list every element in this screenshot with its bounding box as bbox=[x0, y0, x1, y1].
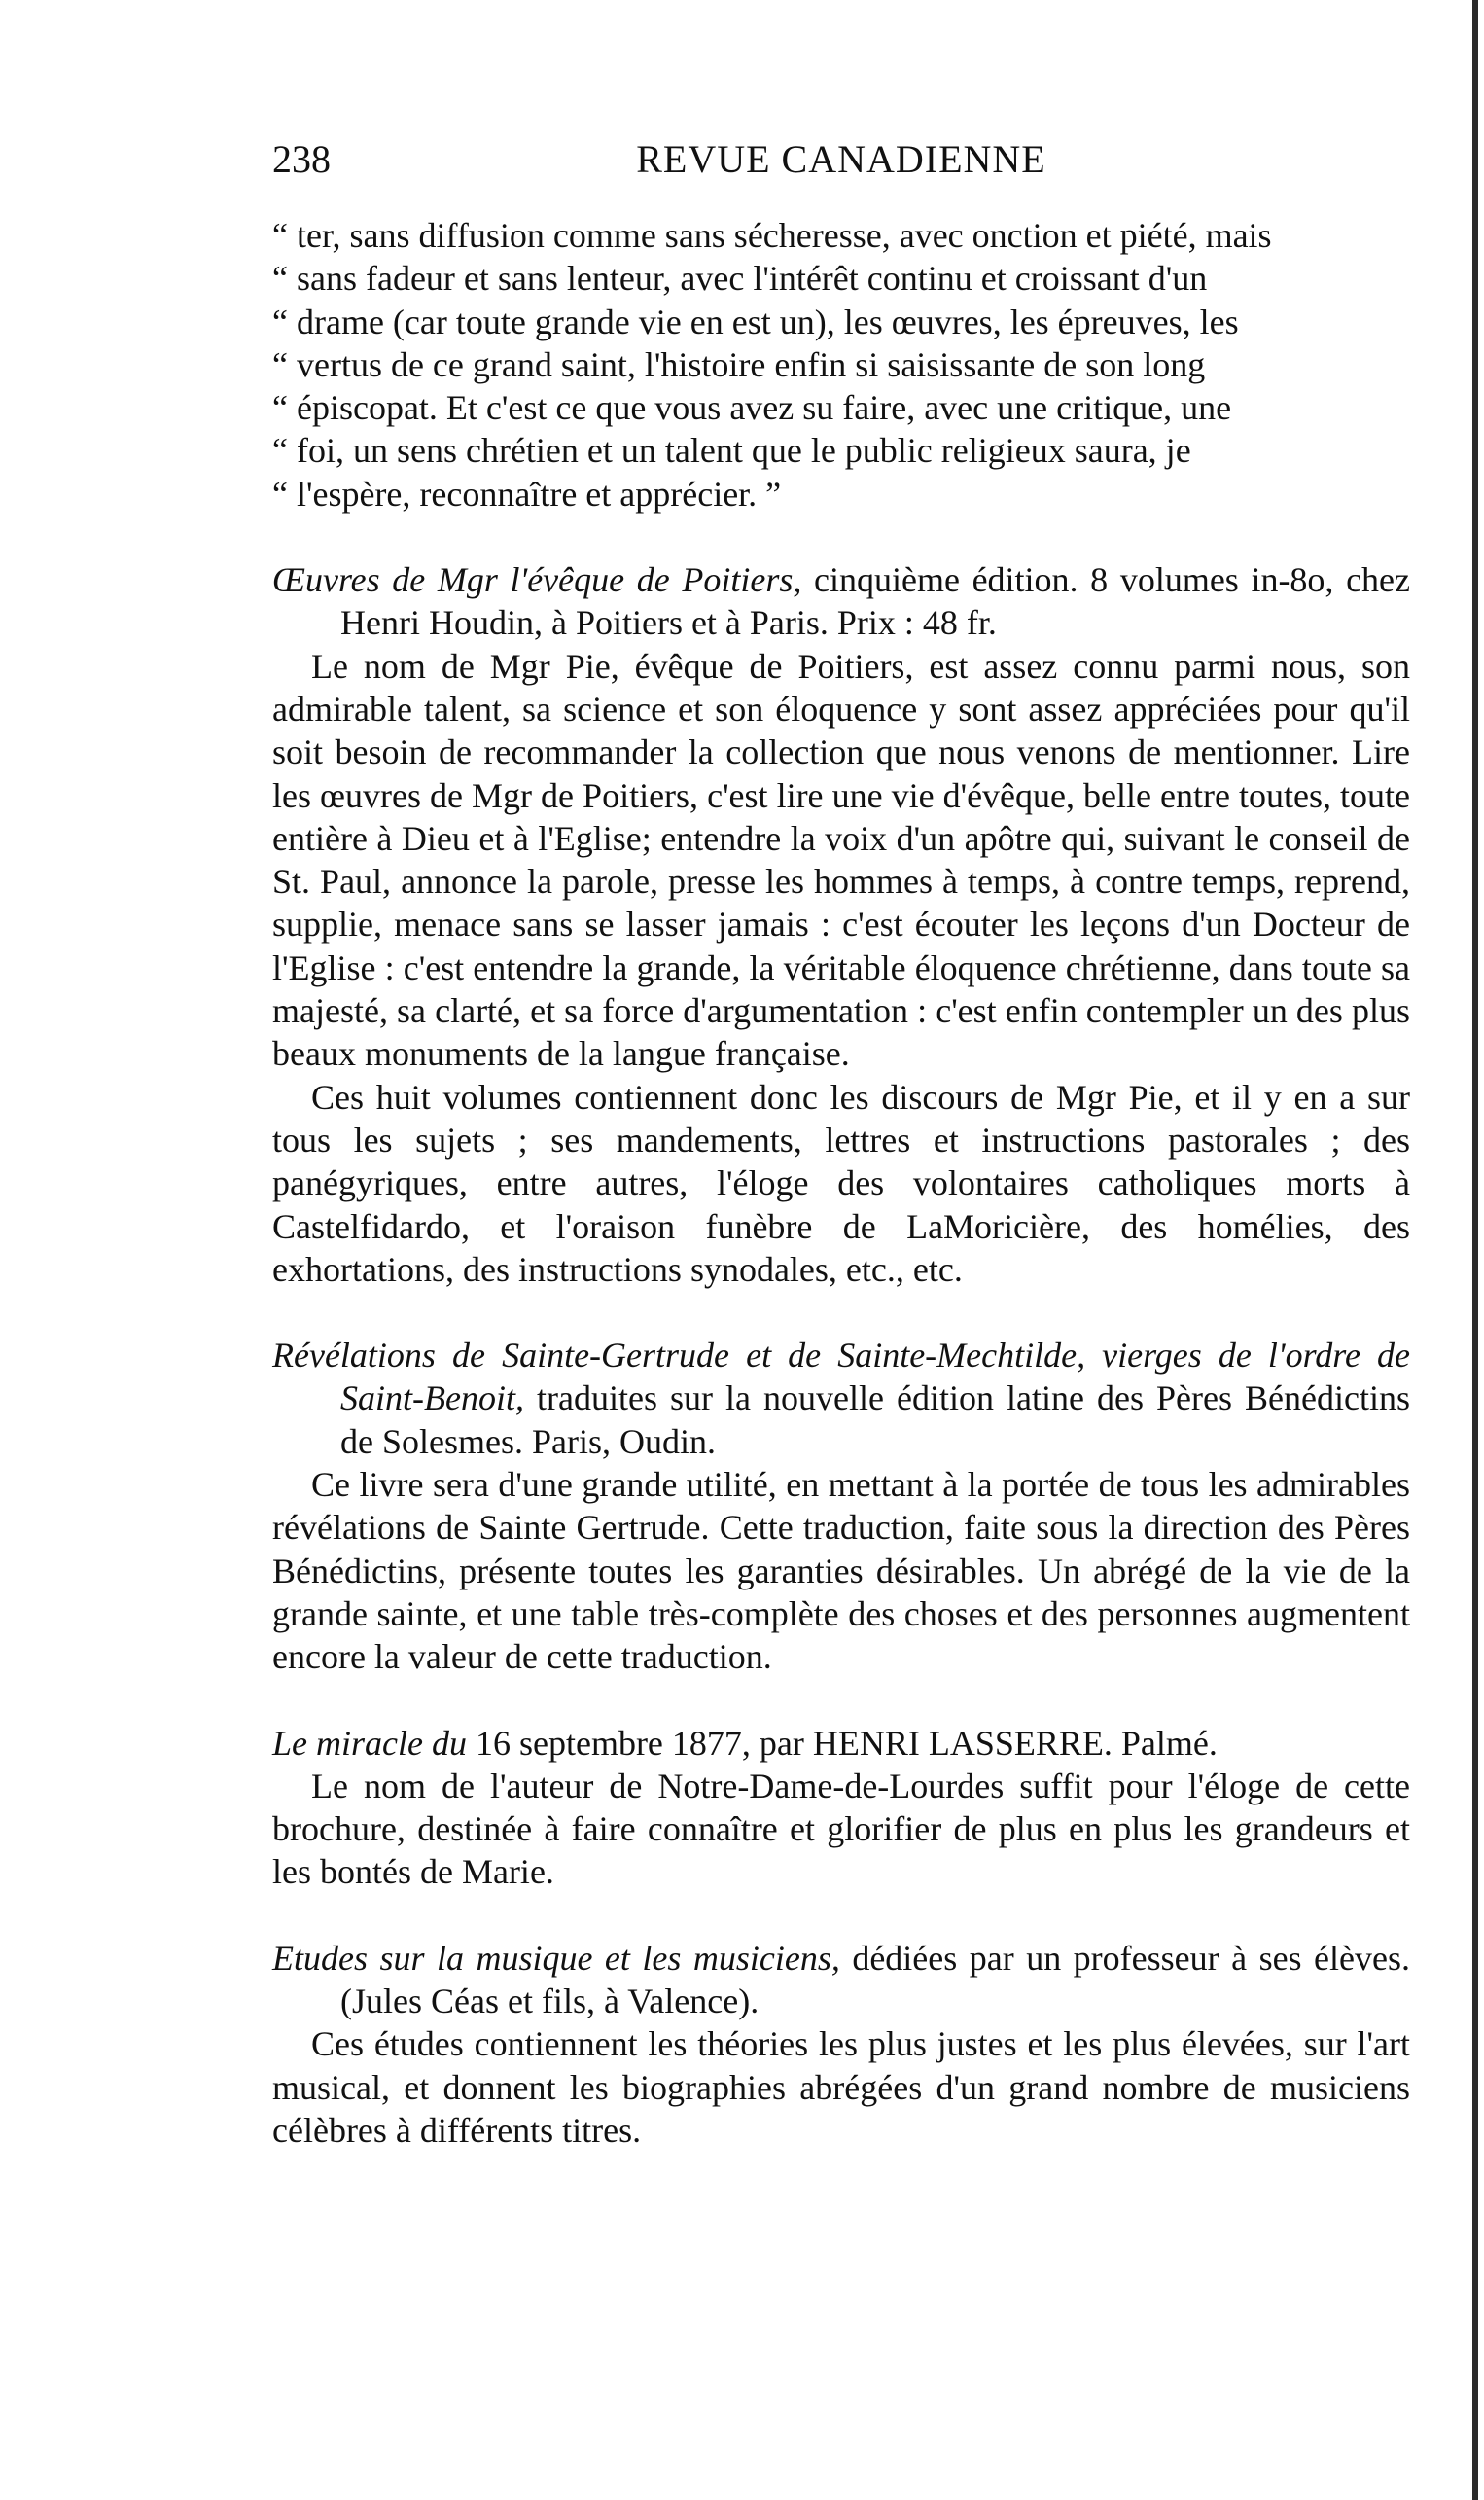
review-oeuvres-poitiers bbox=[272, 558, 1410, 1291]
review-paragraph: Ces huit volumes contiennent donc les discours de Mgr Pie, et il y en a sur tous les sujets ; ses mandements, lettres et instructions pastorales ; des panégyriques, entre autres, l'éloge des volontaires catholiques morts à Castelfidardo, et l'oraison funèbre de LaMoricière, des homélies, des exhortations, des instructions synodales, etc., etc. bbox=[272, 1077, 1410, 1289]
quote-line: “ l'espère, reconnaître et apprécier. ” bbox=[272, 474, 782, 514]
quote-line: “ ter, sans diffusion comme sans sécheresse, avec onction et piété, mais bbox=[272, 216, 1272, 255]
review-title bbox=[272, 558, 1410, 645]
quote-line: “ épiscopat. Et c'est ce que vous avez su faire, avec une critique, une bbox=[272, 388, 1232, 428]
page-edge-rule bbox=[1472, 0, 1478, 2500]
review-paragraph: Ces études contiennent les théories les plus justes et les plus élevées, sur l'art musical, et donnent les biographies abrégées d'un grand nombre de musiciens célèbres à différents titres. bbox=[272, 2024, 1410, 2150]
review-title-italic: Etudes sur la musique et les musiciens, bbox=[272, 1938, 840, 1978]
review-miracle-lasserre bbox=[272, 1722, 1410, 1894]
quote-line: “ vertus de ce grand saint, l'histoire enfin si saisissante de son long bbox=[272, 344, 1206, 384]
quote-line: “ sans fadeur et sans lenteur, avec l'intérêt continu et croissant d'un bbox=[272, 259, 1208, 299]
page-header bbox=[272, 136, 1410, 195]
review-title-italic: Œuvres de Mgr l'évêque de Poitiers, bbox=[272, 560, 802, 600]
review-title bbox=[272, 1722, 1410, 1765]
review-title-rest: cinquième édition. 8 volumes in-8o, chez Henri Houdin, à Poitiers et à Paris. Prix : 48 fr. bbox=[340, 560, 1411, 643]
review-paragraph: Ce livre sera d'une grande utilité, en mettant à la portée de tous les admirables révélations de Sainte Gertrude. Cette traduction, faite sous la direction des Pères Bénédictins, présente toutes les garanties désirables. Un abrégé de la vie de la grande sainte, et une table très-complète des choses et des personnes augmentent encore la valeur de cette traduction. bbox=[272, 1465, 1410, 1677]
review-title-italic: Révélations de Sainte-Gertrude et de Sainte-Mechtilde, vierges de l'ordre de Saint-Benoit, bbox=[272, 1336, 1410, 1418]
page-body bbox=[272, 214, 1410, 2152]
review-title-italic: Le miracle du bbox=[272, 1723, 467, 1763]
review-revelations-gertrude bbox=[272, 1334, 1410, 1678]
review-title-rest: dédiées par un professeur à ses élèves. (Jules Céas et fils, à Valence). bbox=[340, 1938, 1410, 2020]
quotation-block bbox=[272, 214, 1410, 516]
running-title: REVUE CANADIENNE bbox=[636, 137, 1046, 181]
review-title-rest: traduites sur la nouvelle édition latine des Pères Bénédictins de Solesmes. Paris, Oudin. bbox=[340, 1378, 1410, 1461]
review-etudes-musique bbox=[272, 1937, 1410, 2152]
review-paragraph: Le nom de l'auteur de Notre-Dame-de-Lourdes suffit pour l'éloge de cette brochure, destinée à faire connaître et glorifier de plus en plus les grandeurs et les bontés de Marie. bbox=[272, 1766, 1410, 1892]
review-title-rest: 16 septembre 1877, par HENRI LASSERRE. Palmé. bbox=[466, 1723, 1218, 1763]
quote-line: “ drame (car toute grande vie en est un), les œuvres, les épreuves, les bbox=[272, 302, 1239, 341]
review-title bbox=[272, 1334, 1410, 1463]
review-paragraph: Le nom de Mgr Pie, évêque de Poitiers, est assez connu parmi nous, son admirable talent, sa science et son éloquence y sont assez appréciées pour qu'il soit besoin de recommander la collection que nous venons de mentionner. Lire les œuvres de Mgr de Poitiers, c'est lire une vie d'évêque, belle entre toutes, toute entière à Dieu et à l'Eglise; entendre la voix d'un apôtre qui, suivant le conseil de St. Paul, annonce la parole, presse les hommes à temps, à contre temps, reprend, supplie, menace sans se lasser jamais : c'est écouter les leçons d'un Docteur de l'Eglise : c'est entendre la grande, la véritable éloquence chrétienne, dans toute sa majesté, sa clarté, et sa force d'argumentation : c'est enfin contempler un des plus beaux monuments de la langue française. bbox=[272, 646, 1410, 1074]
quote-line: “ foi, un sens chrétien et un talent que le public religieux saura, je bbox=[272, 431, 1191, 471]
review-title bbox=[272, 1937, 1410, 2023]
page-number: 238 bbox=[272, 137, 331, 181]
